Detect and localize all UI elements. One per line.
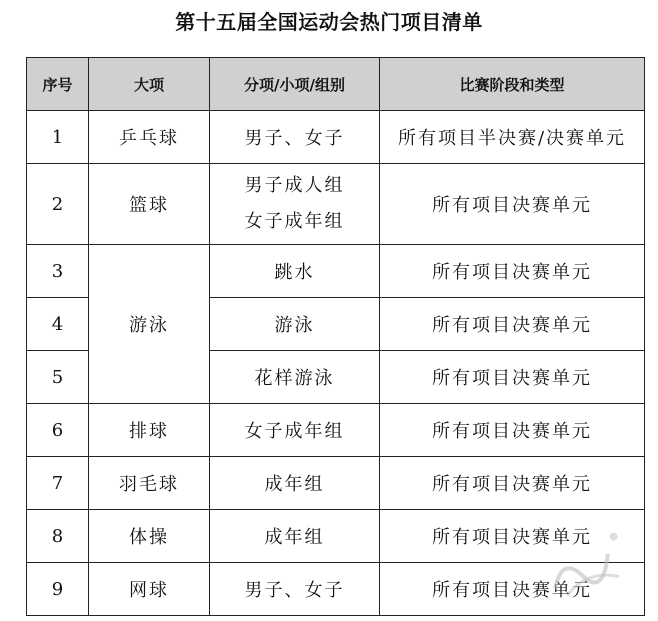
row-sport: 网球 — [89, 563, 210, 616]
row-sport: 乒乓球 — [89, 111, 210, 164]
row-number: 5 — [27, 351, 89, 404]
row-events: 女子成年组 — [210, 404, 380, 457]
header-sport: 大项 — [89, 58, 210, 111]
row-number: 8 — [27, 510, 89, 563]
row-number: 9 — [27, 563, 89, 616]
table-row — [27, 164, 645, 245]
table-row — [27, 404, 645, 457]
row-events: 跳水 — [210, 245, 380, 298]
row-number: 3 — [27, 245, 89, 298]
row-events: 成年组 — [210, 510, 380, 563]
row-events: 男子、女子 — [210, 563, 380, 616]
table-row — [27, 563, 645, 616]
table-header-row — [27, 58, 645, 111]
row-number: 2 — [27, 164, 89, 245]
row-stage: 所有项目决赛单元 — [380, 164, 645, 245]
header-number: 序号 — [27, 58, 89, 111]
table-row — [27, 457, 645, 510]
document-title: 第十五届全国运动会热门项目清单 — [175, 10, 483, 34]
row-sport: 篮球 — [89, 164, 210, 245]
row-stage: 所有项目决赛单元 — [380, 563, 645, 616]
row-event-line: 女子成年组 — [244, 211, 345, 232]
row-stage: 所有项目决赛单元 — [380, 351, 645, 404]
row-events — [210, 164, 380, 245]
row-number: 7 — [27, 457, 89, 510]
row-stage: 所有项目决赛单元 — [380, 404, 645, 457]
sports-table — [26, 57, 645, 616]
row-event-line: 男子成人组 — [244, 175, 345, 196]
table-row — [27, 245, 645, 298]
row-number: 6 — [27, 404, 89, 457]
row-stage: 所有项目决赛单元 — [380, 245, 645, 298]
row-events: 成年组 — [210, 457, 380, 510]
row-stage: 所有项目决赛单元 — [380, 298, 645, 351]
row-stage: 所有项目半决赛/决赛单元 — [380, 111, 645, 164]
row-number: 4 — [27, 298, 89, 351]
header-events: 分项/小项/组别 — [210, 58, 380, 111]
row-events: 男子、女子 — [210, 111, 380, 164]
row-number: 1 — [27, 111, 89, 164]
row-sport: 体操 — [89, 510, 210, 563]
row-sport: 游泳 — [89, 245, 210, 404]
table-row — [27, 510, 645, 563]
header-stage: 比赛阶段和类型 — [380, 58, 645, 111]
table-row — [27, 111, 645, 164]
row-sport: 羽毛球 — [89, 457, 210, 510]
row-events: 游泳 — [210, 298, 380, 351]
row-stage: 所有项目决赛单元 — [380, 457, 645, 510]
row-events: 花样游泳 — [210, 351, 380, 404]
row-sport: 排球 — [89, 404, 210, 457]
row-stage: 所有项目决赛单元 — [380, 510, 645, 563]
